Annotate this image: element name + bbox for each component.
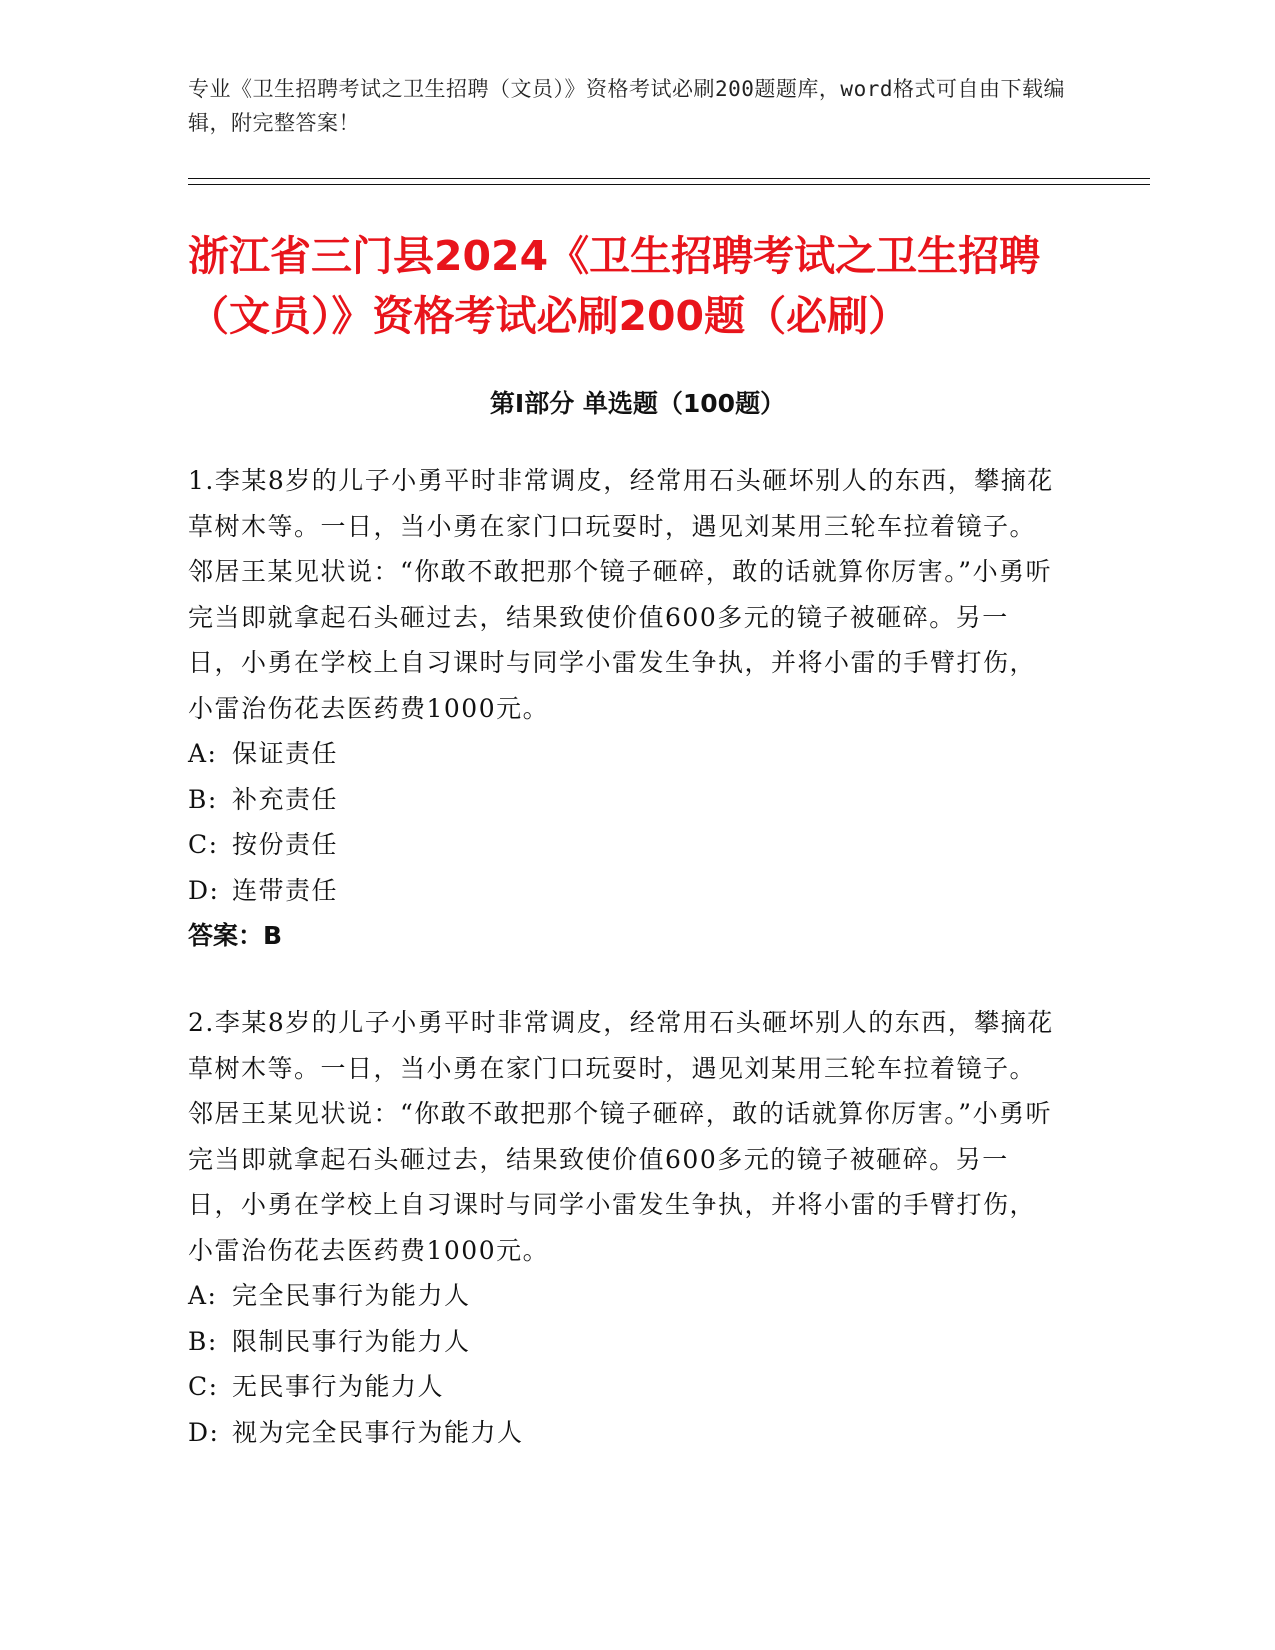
- option-a: [188, 1273, 1058, 1319]
- option-text: 无民事行为能力人: [232, 1372, 445, 1401]
- option-key: A:: [188, 739, 218, 768]
- option-key: D:: [188, 875, 220, 905]
- option-b: [188, 1319, 1058, 1365]
- option-c: [188, 822, 1058, 868]
- option-d: [188, 1410, 1058, 1456]
- section-title: 第Ⅰ部分 单选题（100题）: [489, 389, 786, 418]
- option-a: [188, 731, 1058, 777]
- document-title: 浙江省三门县2024《卫生招聘考试之卫生招聘（文员）》资格考试必刷200题（必刷）: [188, 232, 1041, 340]
- question-stem: 1.李某8岁的儿子小勇平时非常调皮，经常用石头砸坏别人的东西，攀摘花草树木等。一日，当小勇在家门口玩耍时，遇见刘某用三轮车拉着镜子。邻居王某见状说：“你敢不敢把那个镜子砸碎，敢的话就算你厉害。”小勇听完当即就拿起石头砸过去，结果致使价值600多元的镜子被砸碎。另一日，小勇在学校上自习课时与同学小雷发生争执，并将小雷的手臂打伤，小雷治伤花去医药费1000元。: [188, 466, 1054, 723]
- option-text: 视为完全民事行为能力人: [232, 1417, 524, 1447]
- option-key: B:: [188, 1326, 218, 1356]
- option-key: B:: [188, 784, 218, 814]
- option-d: [188, 868, 1058, 914]
- option-key: C:: [188, 1372, 219, 1401]
- option-key: D:: [188, 1417, 220, 1447]
- question-1: [188, 458, 1058, 959]
- option-text: 完全民事行为能力人: [232, 1281, 471, 1310]
- header-divider: [188, 178, 1150, 185]
- option-text: 保证责任: [232, 739, 339, 768]
- question-stem: 2.李某8岁的儿子小勇平时非常调皮，经常用石头砸坏别人的东西，攀摘花草树木等。一日，当小勇在家门口玩耍时，遇见刘某用三轮车拉着镜子。邻居王某见状说：“你敢不敢把那个镜子砸碎，敢的话就算你厉害。”小勇听完当即就拿起石头砸过去，结果致使价值600多元的镜子被砸碎。另一日，小勇在学校上自习课时与同学小雷发生争执，并将小雷的手臂打伤，小雷治伤花去医药费1000元。: [188, 1008, 1054, 1265]
- question-2: [188, 1000, 1058, 1455]
- answer-label: 答案：B: [188, 921, 283, 950]
- option-text: 连带责任: [232, 875, 339, 905]
- option-c: [188, 1364, 1058, 1410]
- header-note: 专业《卫生招聘考试之卫生招聘（文员）》资格考试必刷200题题库，word格式可自由下载编辑，附完整答案！: [188, 77, 1065, 135]
- option-text: 限制民事行为能力人: [232, 1326, 471, 1356]
- option-text: 按份责任: [232, 830, 339, 859]
- option-key: C:: [188, 830, 219, 859]
- option-text: 补充责任: [232, 784, 339, 814]
- option-key: A:: [188, 1281, 218, 1310]
- option-b: [188, 777, 1058, 823]
